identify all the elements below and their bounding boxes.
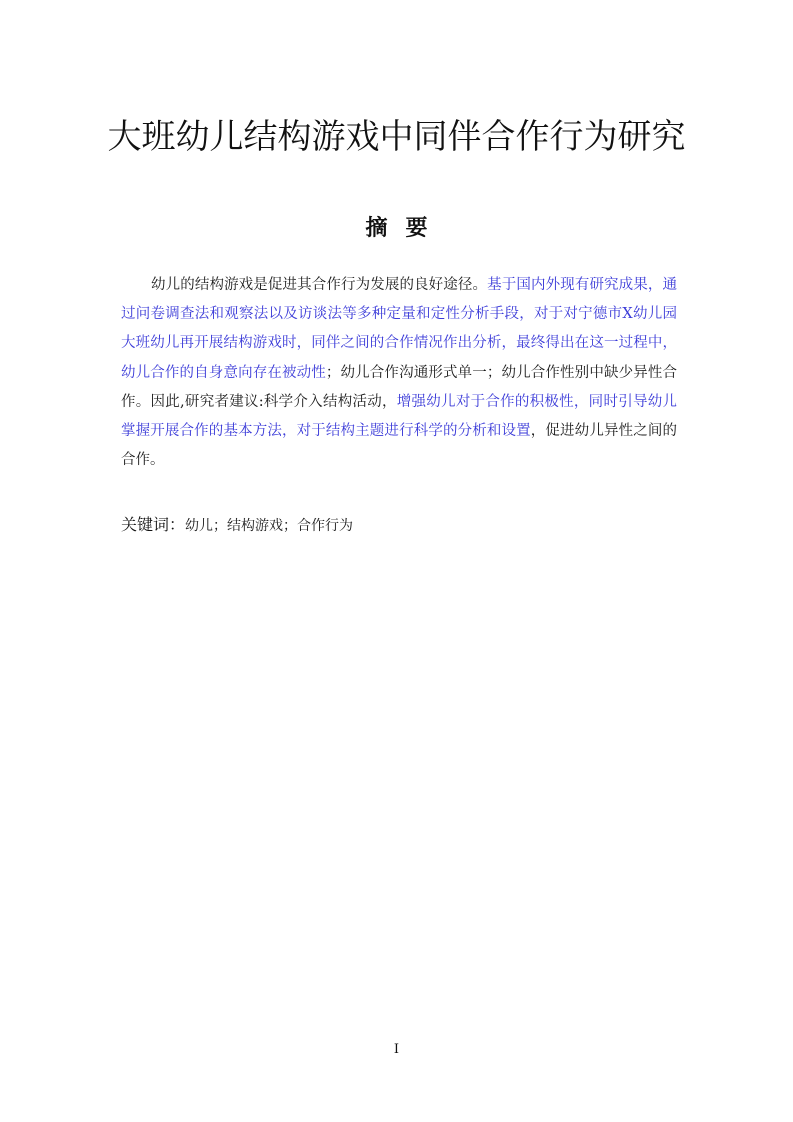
page-title: 大班幼儿结构游戏中同伴合作行为研究 (107, 117, 686, 157)
abstract-segment-1: 幼儿的结构游戏是促进其合作行为发展的良好途径。 (151, 277, 488, 293)
keywords-label: 关键词： (121, 515, 186, 534)
page-number: I (393, 1042, 400, 1057)
abstract-heading: 摘要 (365, 216, 446, 241)
keywords-line (121, 513, 681, 538)
keywords-value: 幼儿；结构游戏；合作行为 (185, 518, 354, 534)
abstract-body (121, 271, 677, 475)
abstract-segment-4-highlighted: 增强幼儿对于合作的积极性，同时引导幼儿掌握开展合作的基本方法，对于结构主题进行科学的分析和设置 (121, 393, 678, 440)
abstract-segment-5: ，促进幼儿异性之间的合作。 (121, 423, 677, 469)
abstract-segment-3: ；幼儿合作沟通形式单一；幼儿合作性别中缺少异性合作。因此,研究者建议:科学介入结构活动， (121, 364, 677, 410)
abstract-segment-2-highlighted: 基于国内外现有研究成果，通过问卷调查法和观察法以及访谈法等多种定量和定性分析手段，对于对宁德市X幼儿园大班幼儿再开展结构游戏时，同伴之间的合作情况作出分析，最终得出在这一过程中，幼儿合作的自身意向存在被动性 (121, 277, 678, 381)
